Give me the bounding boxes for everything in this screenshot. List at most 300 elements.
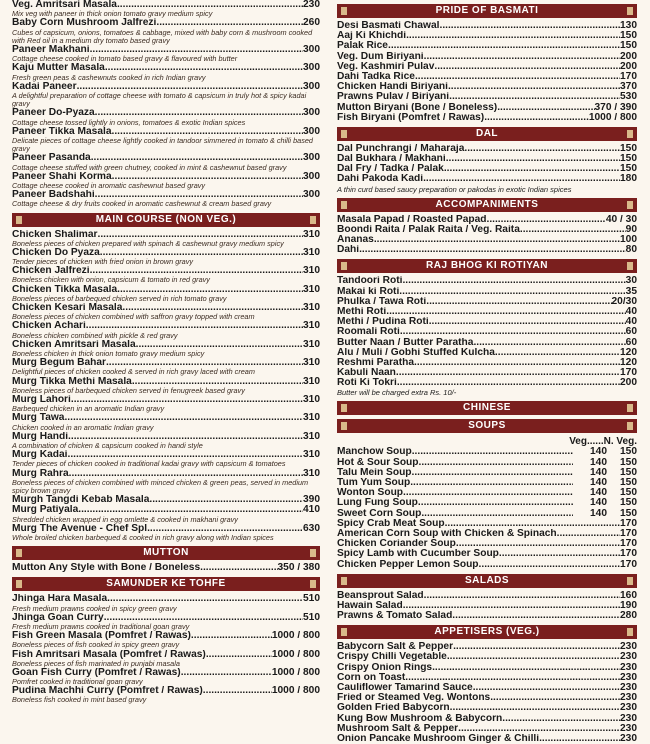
menu-item-price: 310 xyxy=(303,266,320,277)
menu-item-line xyxy=(337,317,637,327)
leader-dots xyxy=(399,287,625,297)
menu-item-description: Boneless fish cooked in mint based gravy xyxy=(12,695,147,705)
menu-item-price: 310 xyxy=(303,468,320,479)
menu-item-name: Masala Papad / Roasted Papad xyxy=(337,214,487,225)
leader-dots xyxy=(421,509,573,519)
menu-item-name: Roti Ki Tokri xyxy=(337,378,397,389)
menu-item-description: Chicken cooked in an aromatic Indian gravy xyxy=(12,422,154,432)
menu-item-name: Murg Patiyala xyxy=(12,505,79,516)
leader-dots xyxy=(418,498,573,508)
menu-item-price: 300 xyxy=(303,81,320,92)
menu-item xyxy=(337,447,637,457)
menu-item-name: Cauliflower Tamarind Sauce xyxy=(337,683,473,693)
menu-item-line xyxy=(337,693,637,703)
section-header-salads: SALADS xyxy=(337,574,637,588)
leader-dots xyxy=(403,488,573,498)
menu-item-price: 310 xyxy=(303,413,320,424)
menu-item-price: 40 xyxy=(625,317,637,328)
leader-dots xyxy=(484,113,589,123)
menu-item-name: Chicken Achari xyxy=(12,321,86,332)
menu-item xyxy=(337,92,637,102)
menu-item-price: 170 xyxy=(620,539,637,550)
menu-item-name: Paneer Shahi Korma xyxy=(12,171,112,182)
leader-dots xyxy=(450,703,620,713)
section-header-samunder-ke-tohfe: SAMUNDER KE TOHFE xyxy=(12,577,320,591)
menu-item-name: Paneer Badshahi xyxy=(12,190,95,201)
menu-item-line xyxy=(12,594,320,604)
menu-item-description: Boneless chicken in thick onion tomato gravy medium spicy xyxy=(12,349,205,359)
menu-item-price: 370 xyxy=(620,82,637,93)
veg-price: 140 xyxy=(590,457,607,468)
menu-item xyxy=(12,469,320,496)
leader-dots xyxy=(405,673,620,683)
menu-item-line xyxy=(337,519,637,529)
menu-item-line xyxy=(337,591,637,601)
menu-item xyxy=(12,45,320,63)
leader-dots xyxy=(446,154,620,164)
menu-item-price: 150 xyxy=(620,143,637,154)
menu-item xyxy=(12,495,320,505)
menu-item-price: 310 xyxy=(303,376,320,387)
menu-item-name: Murg Begum Bahar xyxy=(12,358,106,369)
menu-item-price: 35 xyxy=(625,286,637,297)
menu-item-description: Cubes of capsicum, onions, tomatoes & cabbage, mixed with baby corn & mushroom cooked with Red oil in a medium dry tomato based gravy xyxy=(12,27,313,45)
menu-item xyxy=(337,368,637,378)
menu-item-price: 310 xyxy=(303,358,320,369)
menu-item-description: Boneless pieces of fish cooked in spicy green gravy xyxy=(12,640,180,650)
menu-item-name: Hot & Sour Soup xyxy=(337,457,419,468)
menu-item xyxy=(12,82,320,109)
leader-dots xyxy=(449,92,620,102)
menu-item-name: Fish Amritsari Masala (Pomfret / Rawas) xyxy=(12,649,206,660)
menu-item-name: Butter Naan / Butter Paratha xyxy=(337,337,474,348)
menu-item-name: Roomali Roti xyxy=(337,327,400,338)
menu-item-name: Ananas xyxy=(337,235,374,245)
section-header-pride-of-basmati: PRIDE OF BASMATI xyxy=(337,4,637,18)
leader-dots xyxy=(386,307,625,317)
section-header-appetisers-veg: APPETISERS (VEG.) xyxy=(337,625,637,639)
menu-item-price: 300 xyxy=(303,108,320,119)
menu-item-name: Beansprout Salad xyxy=(337,590,424,601)
leader-dots xyxy=(490,693,620,703)
menu-item-name: Manchow Soup xyxy=(337,447,412,458)
menu-item xyxy=(337,734,637,744)
menu-item-description: Tender pieces of chicken with fried onion in brown gravy xyxy=(12,257,194,267)
menu-item-name: Reshmi Paratha xyxy=(337,357,415,368)
menu-item-line xyxy=(337,368,637,378)
menu-item xyxy=(337,673,637,683)
menu-item-price: 310 xyxy=(303,450,320,461)
menu-item-name: Fried or Steamed Veg. Wontons xyxy=(337,693,491,704)
leader-dots xyxy=(426,297,611,307)
menu-item-line xyxy=(337,468,637,478)
menu-item xyxy=(337,245,637,255)
veg-price: 140 xyxy=(590,478,607,488)
menu-item-description: A delightful preparation of cottage cheese with tomato & capsicum in truly hot & spicy kadai gravy xyxy=(12,90,307,109)
menu-item xyxy=(337,52,637,62)
menu-item xyxy=(337,663,637,673)
menu-item-price: 30 xyxy=(625,276,637,287)
section-header-chinese: CHINESE xyxy=(337,401,637,415)
leader-dots xyxy=(374,235,620,245)
menu-item xyxy=(337,488,637,498)
menu-item-line xyxy=(337,498,637,508)
menu-item-price: 20/30 xyxy=(611,296,637,307)
menu-item xyxy=(12,524,320,542)
menu-item-price: 170 xyxy=(620,528,637,539)
menu-item-price: 150 xyxy=(620,164,637,175)
menu-item-price: 310 xyxy=(303,284,320,295)
menu-item-price: 230 xyxy=(620,652,637,663)
menu-item xyxy=(337,714,637,724)
section-note: A thin curd based saucy preparation or pakodas in exotic Indian spices xyxy=(337,184,572,194)
leader-dots xyxy=(203,686,272,696)
menu-item-line xyxy=(337,307,637,317)
menu-item-price: 40 / 30 xyxy=(605,214,637,225)
leader-dots xyxy=(415,72,620,82)
menu-item-line xyxy=(337,245,637,255)
menu-item-price: 1000 / 800 xyxy=(271,649,320,660)
leader-dots xyxy=(456,539,620,549)
menu-item-name: Chicken Kesari Masala xyxy=(12,303,123,314)
leader-dots xyxy=(424,52,620,62)
leader-dots xyxy=(539,734,620,744)
menu-item-name: Veg. Dum Biriyani xyxy=(337,51,424,62)
leader-dots xyxy=(464,144,620,154)
menu-item xyxy=(12,686,320,704)
menu-item-price: 230 xyxy=(620,713,637,724)
menu-item-price: 510 xyxy=(303,594,320,605)
leader-dots xyxy=(432,663,620,673)
leader-dots xyxy=(502,714,620,724)
menu-item-name: Dahi xyxy=(337,245,360,256)
section-header-soups: SOUPS xyxy=(337,419,637,433)
menu-item-price: 200 xyxy=(620,378,637,389)
menu-item-price: 230 xyxy=(620,642,637,653)
menu-item-name: Kadai Paneer xyxy=(12,81,77,92)
leader-dots xyxy=(403,601,620,611)
non-veg-price: 150 xyxy=(620,488,637,499)
menu-item xyxy=(337,611,637,621)
menu-item-price: 100 xyxy=(620,235,637,245)
leader-dots xyxy=(448,82,620,92)
leader-dots xyxy=(107,594,303,604)
menu-item-name: Baby Corn Mushroom Jalfrezi xyxy=(12,18,157,29)
menu-item xyxy=(337,591,637,601)
leader-dots xyxy=(412,468,573,478)
menu-item xyxy=(337,225,637,235)
non-veg-price: 150 xyxy=(620,467,637,478)
menu-item-name: Murg Tawa xyxy=(12,413,65,424)
menu-item xyxy=(337,498,637,508)
menu-item xyxy=(12,358,320,376)
menu-item-price: 310 xyxy=(303,395,320,406)
non-veg-price: 150 xyxy=(620,508,637,519)
menu-item-line xyxy=(337,72,637,82)
menu-item-price: 300 xyxy=(303,44,320,55)
menu-item-name: Alu / Muli / Gobhi Stuffed Kulcha xyxy=(337,347,495,358)
menu-item-name: Kung Bow Mushroom & Babycorn xyxy=(337,713,503,724)
veg-nonveg-header: Veg......N. Veg. xyxy=(569,436,637,448)
menu-item-price: 230 xyxy=(620,683,637,693)
menu-item-price: 310 xyxy=(303,229,320,240)
menu-item xyxy=(337,348,637,358)
leader-dots xyxy=(499,549,620,559)
section-header-accompaniments: ACCOMPANIMENTS xyxy=(337,198,637,212)
menu-item-description: Barbequed chicken in an aromatic Indian gravy xyxy=(12,404,165,414)
menu-item xyxy=(337,41,637,51)
leader-dots xyxy=(396,368,620,378)
menu-item-line xyxy=(337,103,637,113)
menu-item-price: 1000 / 800 xyxy=(271,631,320,642)
menu-item-price: 160 xyxy=(620,590,637,601)
menu-item xyxy=(12,153,320,171)
menu-item-line xyxy=(337,714,637,724)
menu-item xyxy=(12,285,320,303)
menu-item-name: Prawns Pulav / Biriyani xyxy=(337,92,450,103)
menu-item-line xyxy=(12,153,320,163)
non-veg-price: 150 xyxy=(620,478,637,488)
menu-item-price: 170 xyxy=(620,71,637,82)
menu-item-line xyxy=(337,327,637,337)
menu-item-name: Chicken Pepper Lemon Soup xyxy=(337,559,479,570)
menu-item-name: Dal Bukhara / Makhani xyxy=(337,154,446,165)
menu-item-price: 230 xyxy=(620,703,637,714)
menu-item-line xyxy=(337,529,637,539)
menu-item xyxy=(337,113,637,123)
menu-item xyxy=(337,693,637,703)
menu-item xyxy=(12,432,320,450)
menu-item xyxy=(337,307,637,317)
menu-item-name: Murg Lahori xyxy=(12,395,71,406)
veg-price: 140 xyxy=(590,488,607,499)
menu-item xyxy=(337,549,637,559)
menu-item-description: Boneless chicken combined with pickle & red gravy xyxy=(12,330,178,340)
menu-item-description: Whole broiled chicken barbequed & cooked in rich gravy along with Indian spices xyxy=(12,532,274,542)
menu-item-name: Tandoori Roti xyxy=(337,276,403,287)
menu-item xyxy=(12,248,320,266)
menu-item xyxy=(12,505,320,523)
menu-item xyxy=(337,72,637,82)
leader-dots xyxy=(452,611,620,621)
leader-dots xyxy=(414,358,620,368)
menu-item xyxy=(337,276,637,286)
menu-item-description: Cottage cheese & dry fruits cooked in aromatic cashewnut & cream based gravy xyxy=(12,199,272,209)
menu-item-line xyxy=(337,348,637,358)
menu-right-column xyxy=(337,0,637,744)
menu-item-name: Crispy Chilli Vegetable xyxy=(337,652,447,663)
menu-item xyxy=(12,108,320,126)
menu-item-line xyxy=(337,652,637,662)
menu-item-name: Veg. Kashmiri Pulav xyxy=(337,61,435,72)
menu-item-price: 170 xyxy=(620,549,637,560)
leader-dots xyxy=(181,668,272,678)
menu-item xyxy=(12,0,320,18)
menu-item-line xyxy=(337,215,637,225)
menu-item-description: Tender pieces of chicken cooked in traditional kadai gravy with capsicum & tomatoes xyxy=(12,459,286,469)
menu-item-line xyxy=(337,235,637,245)
menu-item xyxy=(337,82,637,92)
menu-item-price: 90 xyxy=(625,224,637,235)
menu-item-name: Murg Kadai xyxy=(12,450,68,461)
menu-item-price: 300 xyxy=(303,190,320,201)
menu-item-name: Fish Biryani (Pomfret / Rawas) xyxy=(337,112,485,123)
menu-item-name: Murgh Tangdi Kebab Masala xyxy=(12,495,150,506)
menu-item-price: 230 xyxy=(620,672,637,683)
menu-item xyxy=(337,62,637,72)
menu-item xyxy=(337,478,637,488)
menu-item-price: 230 xyxy=(620,693,637,704)
menu-item-line xyxy=(337,113,637,123)
menu-item-line xyxy=(337,154,637,164)
menu-item xyxy=(337,21,637,31)
menu-item-description: Boneless pieces of chicken combined with saffron gravy topped with cream xyxy=(12,312,255,322)
menu-item-price: 170 xyxy=(620,368,637,379)
menu-item xyxy=(337,539,637,549)
leader-dots xyxy=(557,529,620,539)
menu-item-name: Spicy Crab Meat Soup xyxy=(337,518,445,529)
menu-item-name: Boondi Raita / Palak Raita / Veg. Raita xyxy=(337,224,520,235)
non-veg-price: 150 xyxy=(620,447,637,458)
leader-dots xyxy=(473,683,620,693)
menu-item-name: Dahi Pakoda Kadi xyxy=(337,174,424,185)
leader-dots xyxy=(486,215,605,225)
menu-item-line xyxy=(337,703,637,713)
menu-item-name: Aaj Ki Khichdi xyxy=(337,31,407,42)
menu-item xyxy=(12,413,320,431)
leader-dots xyxy=(479,560,620,570)
leader-dots xyxy=(453,642,620,652)
menu-item-price: 300 xyxy=(303,63,320,74)
menu-item-description: Cottage cheese tossed lightly in onions, tomatoes & exotic Indian spices xyxy=(12,117,246,127)
menu-item-price: 120 xyxy=(620,347,637,358)
menu-item xyxy=(12,613,320,631)
menu-item-line xyxy=(12,495,320,505)
menu-item xyxy=(337,164,637,174)
menu-item-name: Pudina Machhi Curry (Pomfret / Rawas) xyxy=(12,686,203,697)
menu-item xyxy=(337,509,637,519)
menu-item-description: Boneless pieces of chicken prepared with spinach & cashewnut gravy medium spicy xyxy=(12,238,284,248)
menu-item-name: Prawns & Tomato Salad xyxy=(337,611,453,622)
menu-item-line xyxy=(337,549,637,559)
section-header-main-course-non-veg: MAIN COURSE (NON VEG.) xyxy=(12,213,320,227)
menu-item-price: 300 xyxy=(303,171,320,182)
menu-item-price: 130 xyxy=(620,21,637,31)
leader-dots xyxy=(439,21,620,31)
menu-item-line xyxy=(337,560,637,570)
menu-item-price: 150 xyxy=(620,31,637,42)
menu-item-name: Mutton Any Style with Bone / Boneless xyxy=(12,563,201,574)
menu-item-price: 310 xyxy=(303,247,320,258)
menu-item-price: 180 xyxy=(620,174,637,185)
menu-item-description: Cottage cheese stuffed with green chutney, cooked in mint & cashewnut based gravy xyxy=(12,162,287,172)
menu-item-price: 40 xyxy=(625,306,637,317)
menu-item xyxy=(12,172,320,190)
menu-item-name: Lung Fung Soup xyxy=(337,498,418,509)
menu-item-price: 230 xyxy=(620,723,637,734)
menu-item-line xyxy=(337,21,637,31)
menu-item-name: Dahi Tadka Rice xyxy=(337,71,415,82)
menu-item-name: Makai ki Roti xyxy=(337,286,400,297)
menu-item-line xyxy=(337,174,637,184)
menu-item xyxy=(12,594,320,612)
leader-dots xyxy=(206,650,272,660)
menu-item xyxy=(337,601,637,611)
section-header-dal: DAL xyxy=(337,127,637,141)
menu-item-line xyxy=(12,563,320,573)
menu-item-price: 170 xyxy=(620,559,637,570)
menu-item-name: Golden Fried Babycorn xyxy=(337,703,450,714)
leader-dots xyxy=(458,724,620,734)
menu-item-description: Pomfret cooked in traditional goan gravy xyxy=(12,677,143,687)
menu-item xyxy=(12,395,320,413)
menu-item-line xyxy=(337,62,637,72)
menu-item-name: Murg Handi xyxy=(12,431,69,442)
menu-item-description: Mix veg with paneer in thick onion tomato gravy medium spicy xyxy=(12,9,213,19)
leader-dots xyxy=(412,447,573,457)
menu-item-name: Jhinga Goan Curry xyxy=(12,612,104,623)
menu-item-price: 530 xyxy=(620,92,637,103)
menu-item-name: Dal Fry / Tadka / Palak xyxy=(337,164,444,175)
menu-item-name: Paneer Makhani xyxy=(12,44,90,55)
leader-dots xyxy=(497,103,594,113)
menu-item-name: Phulka / Tawa Roti xyxy=(337,296,427,307)
menu-item xyxy=(337,560,637,570)
menu-item-name: Crispy Onion Rings xyxy=(337,662,433,673)
leader-dots xyxy=(429,317,626,327)
menu-item-price: 410 xyxy=(303,505,320,516)
menu-item-price: 190 xyxy=(620,600,637,611)
menu-item-price: 370 / 390 xyxy=(594,102,637,113)
section-header-mutton: MUTTON xyxy=(12,546,320,560)
menu-item xyxy=(12,127,320,154)
menu-item xyxy=(337,287,637,297)
menu-item xyxy=(337,317,637,327)
menu-item-description: Delightful pieces of chicken cooked & served in rich gravy laced with cream xyxy=(12,367,255,377)
menu-item xyxy=(12,631,320,649)
veg-price: 140 xyxy=(590,447,607,458)
menu-item xyxy=(337,358,637,368)
menu-item-name: Mutton Biryani (Bone / Boneless) xyxy=(337,102,498,113)
menu-item-price: 230 xyxy=(620,662,637,673)
menu-item-name: Babycorn Salt & Pepper xyxy=(337,642,454,653)
menu-item xyxy=(12,63,320,81)
menu-item-description: Fresh green peas & cashewnuts cooked in rich Indian gravy xyxy=(12,72,206,82)
menu-item-price: 80 xyxy=(625,245,637,256)
menu-item xyxy=(337,703,637,713)
leader-dots xyxy=(359,245,626,255)
menu-item-price: 630 xyxy=(303,523,320,534)
menu-item-name: Kabuli Naan xyxy=(337,368,396,379)
leader-dots xyxy=(149,495,303,505)
menu-item-line xyxy=(337,663,637,673)
menu-item-price: 310 xyxy=(303,339,320,350)
menu-item-name: Chicken Amritsari Masala xyxy=(12,339,136,350)
veg-price: 140 xyxy=(590,467,607,478)
menu-item xyxy=(12,230,320,248)
menu-item-name: Sweet Corn Soup xyxy=(337,508,422,519)
menu-item xyxy=(337,458,637,468)
menu-item xyxy=(337,235,637,245)
menu-item-name: Fish Green Masala (Pomfret / Rawas) xyxy=(12,631,191,642)
menu-item-line xyxy=(337,478,637,488)
menu-item-description: A combination of chicken & capsicum cooked in handi style xyxy=(12,441,203,450)
menu-item-price: 300 xyxy=(303,126,320,137)
menu-item-description: Cottage cheese cooked in aromatic cashewnut based gravy xyxy=(12,180,206,190)
menu-item xyxy=(337,519,637,529)
leader-dots xyxy=(400,327,626,337)
menu-item-name: Methi / Pudina Roti xyxy=(337,317,429,328)
